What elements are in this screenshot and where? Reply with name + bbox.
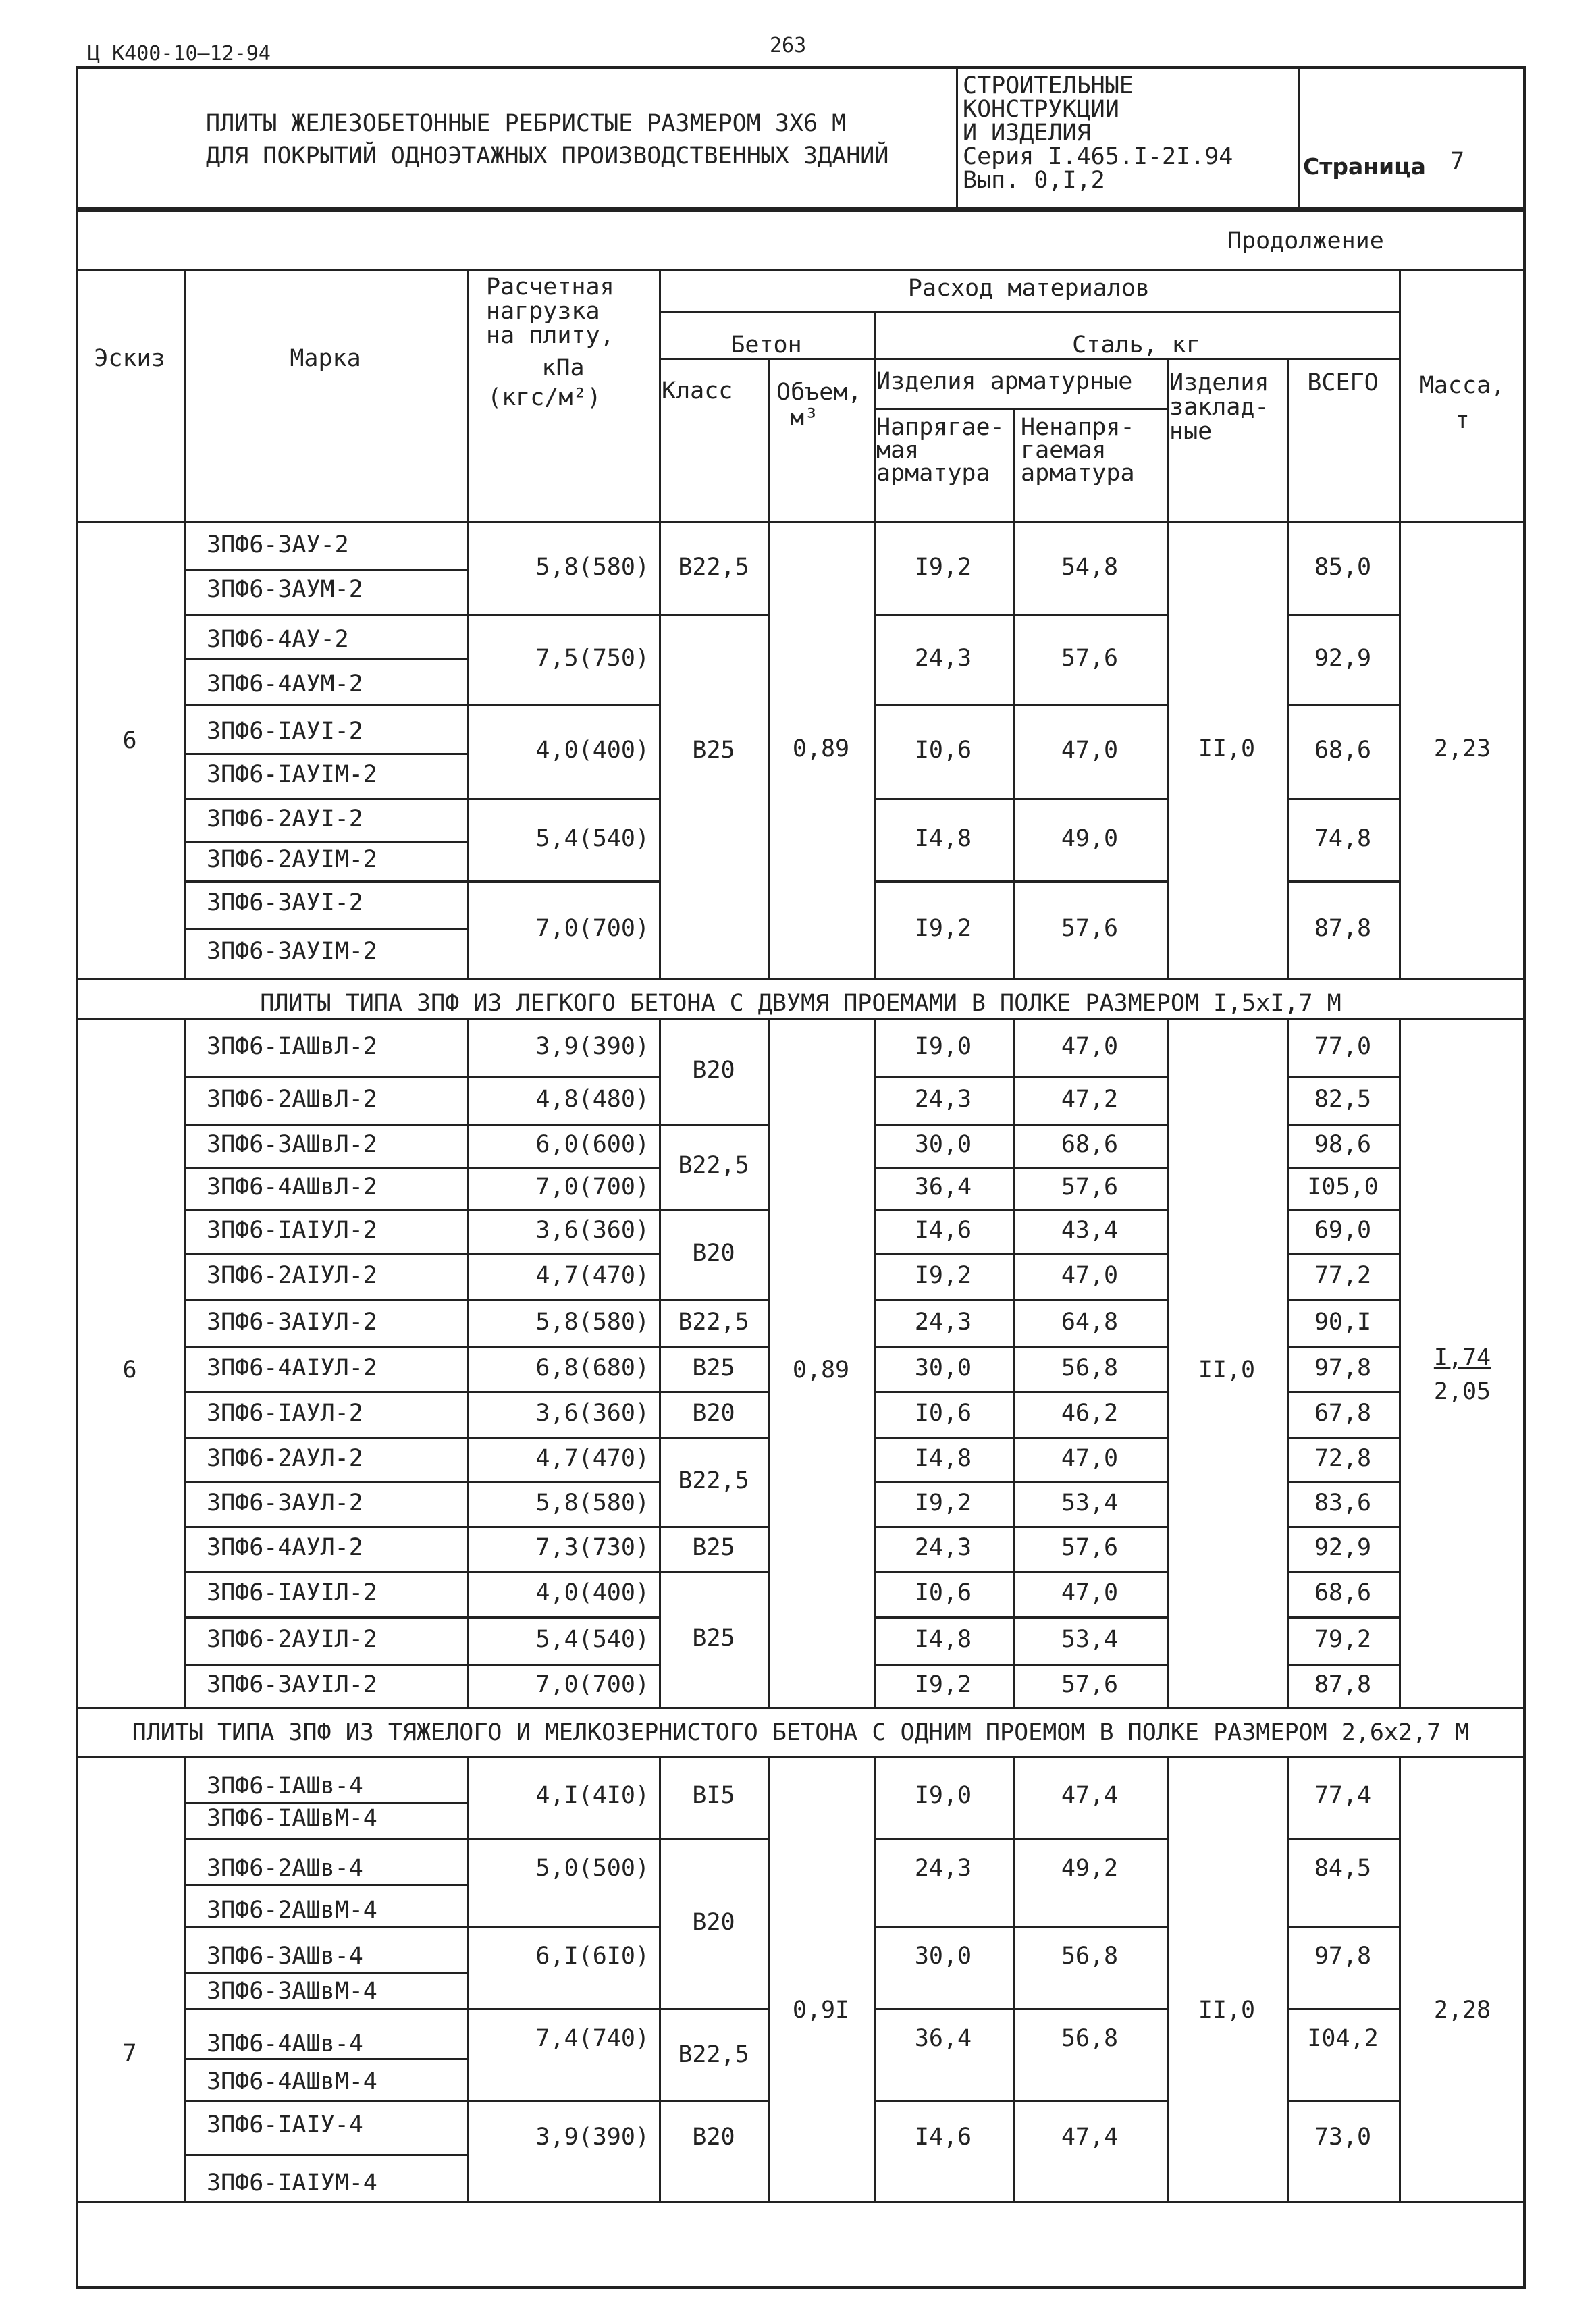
series-line-2: КОНСТРУКЦИИ <box>963 96 1119 123</box>
nonprestressed-cell: 64,8 <box>1061 1309 1119 1336</box>
nonprestressed-cell: 56,8 <box>1061 1355 1119 1382</box>
mark-cell: 3ПФ6-IАIУЛ-2 <box>207 1217 377 1244</box>
prestressed-cell: I4,6 <box>914 1217 972 1244</box>
nonprestressed-cell: 47,0 <box>1061 1579 1119 1606</box>
prestressed-cell: I4,8 <box>914 1445 972 1472</box>
mark-cell: 3ПФ6-4АШвЛ-2 <box>207 1174 377 1201</box>
load-cell: 6,0(600) <box>535 1131 649 1158</box>
col-load-4: кПа <box>541 354 585 382</box>
load-cell: 5,8(580) <box>535 554 649 581</box>
col-izd-arm: Изделия арматурные <box>876 368 1133 395</box>
total-cell: 68,6 <box>1314 1579 1372 1606</box>
load-cell: 7,0(700) <box>535 1671 649 1698</box>
col-steel: Сталь, кг <box>1072 332 1200 359</box>
load-cell: 5,8(580) <box>535 1490 649 1517</box>
col-pre-3: арматура <box>876 460 990 487</box>
mark-cell: 3ПФ6-3АУЛ-2 <box>207 1490 363 1517</box>
load-cell: 7,5(750) <box>535 645 649 672</box>
col-beton: Бетон <box>730 332 802 359</box>
prestressed-cell: 24,3 <box>914 645 972 672</box>
total-cell: 82,5 <box>1314 1086 1372 1113</box>
col-mass-2: т <box>1455 407 1470 434</box>
col-zaklad-3: ные <box>1169 418 1213 445</box>
prestressed-cell: 24,3 <box>914 1086 972 1113</box>
col-pre-1: Напрягае- <box>876 414 1005 441</box>
nonprestressed-cell: 54,8 <box>1061 554 1119 581</box>
col-load-2: нагрузка <box>486 298 600 325</box>
nonprestressed-cell: 57,6 <box>1061 1671 1119 1698</box>
prestressed-cell: 36,4 <box>914 1174 972 1201</box>
embedded-cell: II,0 <box>1198 1997 1256 2024</box>
nonprestressed-cell: 56,8 <box>1061 2025 1119 2052</box>
col-zaklad-2: заклад- <box>1169 394 1269 421</box>
total-cell: 97,8 <box>1314 1943 1372 1970</box>
prestressed-cell: 30,0 <box>914 1943 972 1970</box>
load-cell: 7,0(700) <box>535 915 649 942</box>
col-mass-1: Масса, <box>1419 372 1506 399</box>
mass-cell: 2,23 <box>1433 735 1491 762</box>
prestressed-cell: I9,2 <box>914 1671 972 1698</box>
load-cell: 5,8(580) <box>535 1309 649 1336</box>
nonprestressed-cell: 47,0 <box>1061 737 1119 764</box>
sheet-number: 263 <box>770 34 807 57</box>
col-materials: Расход материалов <box>907 275 1150 302</box>
load-cell: 7,0(700) <box>535 1174 649 1201</box>
load-cell: 3,6(360) <box>535 1400 649 1427</box>
total-cell: 87,8 <box>1314 1671 1372 1698</box>
load-cell: 6,I(6I0) <box>535 1943 649 1970</box>
mark-cell: 3ПФ6-IАУIЛ-2 <box>207 1579 377 1606</box>
class-cell: В20 <box>692 1240 735 1267</box>
mark-cell: 3ПФ6-2АШвМ-4 <box>207 1897 377 1924</box>
load-cell: 5,4(540) <box>535 1626 649 1653</box>
page-value: 7 <box>1450 148 1465 175</box>
load-cell: 6,8(680) <box>535 1355 649 1382</box>
total-cell: 79,2 <box>1314 1626 1372 1653</box>
volume-cell: 0,89 <box>792 735 850 762</box>
prestressed-cell: I4,8 <box>914 1626 972 1653</box>
mark-cell: 3ПФ6-IАШвЛ-2 <box>207 1033 377 1060</box>
nonprestressed-cell: 47,0 <box>1061 1262 1119 1289</box>
prestressed-cell: 24,3 <box>914 1534 972 1561</box>
class-cell: В25 <box>692 1534 735 1561</box>
load-cell: 4,7(470) <box>535 1445 649 1472</box>
prestressed-cell: I9,2 <box>914 554 972 581</box>
nonprestressed-cell: 68,6 <box>1061 1131 1119 1158</box>
nonprestressed-cell: 47,4 <box>1061 2124 1119 2151</box>
mark-cell: 3ПФ6-4АУ-2 <box>207 626 349 653</box>
total-cell: 77,0 <box>1314 1033 1372 1060</box>
total-cell: 92,9 <box>1314 1534 1372 1561</box>
class-cell: В22,5 <box>678 2041 749 2068</box>
mark-cell: 3ПФ6-IАIУМ-4 <box>207 2170 377 2197</box>
prestressed-cell: 24,3 <box>914 1309 972 1336</box>
mark-cell: 3ПФ6-3АШвЛ-2 <box>207 1131 377 1158</box>
col-total: ВСЕГО <box>1307 369 1379 396</box>
prestressed-cell: I9,2 <box>914 915 972 942</box>
total-cell: 69,0 <box>1314 1217 1372 1244</box>
col-non-1: Ненапря- <box>1021 414 1135 441</box>
load-cell: 4,7(470) <box>535 1262 649 1289</box>
mass-cell-top: I,74 <box>1433 1344 1491 1371</box>
mark-cell: 3ПФ6-2АШв-4 <box>207 1855 363 1882</box>
nonprestressed-cell: 53,4 <box>1061 1490 1119 1517</box>
total-cell: 87,8 <box>1314 915 1372 942</box>
continuation-label: Продолжение <box>1227 228 1384 255</box>
nonprestressed-cell: 43,4 <box>1061 1217 1119 1244</box>
col-load-3: на плиту, <box>486 322 614 349</box>
prestressed-cell: 30,0 <box>914 1131 972 1158</box>
class-cell: В20 <box>692 2124 735 2151</box>
col-non-2: гаемая <box>1021 437 1107 464</box>
nonprestressed-cell: 57,6 <box>1061 1534 1119 1561</box>
total-cell: 68,6 <box>1314 737 1372 764</box>
mark-cell: 3ПФ6-3АШвМ-4 <box>207 1978 377 2005</box>
nonprestressed-cell: 56,8 <box>1061 1943 1119 1970</box>
class-cell: В20 <box>692 1400 735 1427</box>
mark-cell: 3ПФ6-IАУЛ-2 <box>207 1400 363 1427</box>
nonprestressed-cell: 49,2 <box>1061 1855 1119 1882</box>
prestressed-cell: I9,0 <box>914 1782 972 1809</box>
load-cell: 5,0(500) <box>535 1855 649 1882</box>
total-cell: 84,5 <box>1314 1855 1372 1882</box>
col-klass: Класс <box>662 377 733 404</box>
col-load-1: Расчетная <box>486 273 614 300</box>
load-cell: 4,0(400) <box>535 1579 649 1606</box>
page-label: Страница <box>1303 153 1426 180</box>
load-cell: 7,3(730) <box>535 1534 649 1561</box>
document-title-line2: ДЛЯ ПОКРЫТИЙ ОДНОЭТАЖНЫХ ПРОИЗВОДСТВЕННЫХ ЗДАНИЙ <box>206 142 889 169</box>
mark-cell: 3ПФ6-IАУIМ-2 <box>207 761 377 788</box>
total-cell: 98,6 <box>1314 1131 1372 1158</box>
nonprestressed-cell: 47,2 <box>1061 1086 1119 1113</box>
total-cell: 85,0 <box>1314 554 1372 581</box>
total-cell: 74,8 <box>1314 825 1372 852</box>
series-line-5: Вып. 0,I,2 <box>963 167 1105 194</box>
mark-cell: 3ПФ6-IАIУ-4 <box>207 2111 363 2138</box>
prestressed-cell: I4,6 <box>914 2124 972 2151</box>
embedded-cell: II,0 <box>1198 735 1256 762</box>
section-title-heavyweight: ПЛИТЫ ТИПА 3ПФ ИЗ ТЯЖЕЛОГО И МЕЛКОЗЕРНИСТОГО БЕТОНА С ОДНИМ ПРОЕМОМ В ПОЛКЕ РАЗМЕРОМ 2,6х2,7 М <box>132 1719 1470 1746</box>
load-cell: 3,6(360) <box>535 1217 649 1244</box>
mark-cell: 3ПФ6-2АIУЛ-2 <box>207 1262 377 1289</box>
class-cell: В22,5 <box>678 1152 749 1179</box>
col-non-3: арматура <box>1021 460 1135 487</box>
class-cell: В25 <box>692 737 735 764</box>
prestressed-cell: 24,3 <box>914 1855 972 1882</box>
total-cell: 67,8 <box>1314 1400 1372 1427</box>
section-title-lightweight: ПЛИТЫ ТИПА 3ПФ ИЗ ЛЕГКОГО БЕТОНА С ДВУМЯ ПРОЕМАМИ В ПОЛКЕ РАЗМЕРОМ I,5хI,7 М <box>260 990 1341 1017</box>
series-line-1: СТРОИТЕЛЬНЫЕ <box>963 72 1134 99</box>
load-cell: 4,I(4I0) <box>535 1782 649 1809</box>
mark-cell: 3ПФ6-3АУI-2 <box>207 889 363 916</box>
nonprestressed-cell: 57,6 <box>1061 915 1119 942</box>
mark-cell: 3ПФ6-4АУЛ-2 <box>207 1534 363 1561</box>
load-cell: 7,4(740) <box>535 2025 649 2052</box>
nonprestressed-cell: 49,0 <box>1061 825 1119 852</box>
prestressed-cell: 36,4 <box>914 2025 972 2052</box>
mass-cell: 2,28 <box>1433 1997 1491 2024</box>
class-cell: В20 <box>692 1057 735 1084</box>
mark-cell: 3ПФ6-IАШвМ-4 <box>207 1805 377 1832</box>
volume-cell: 0,9I <box>792 1997 850 2024</box>
embedded-cell: II,0 <box>1198 1357 1256 1384</box>
col-zaklad-1: Изделия <box>1169 369 1269 396</box>
mark-cell: 3ПФ6-2АУI-2 <box>207 806 363 833</box>
total-cell: 77,2 <box>1314 1262 1372 1289</box>
col-volume-2: м³ <box>790 404 819 431</box>
class-cell: В22,5 <box>678 1309 749 1336</box>
total-cell: 90,I <box>1314 1309 1372 1336</box>
mark-cell: 3ПФ6-IАУI-2 <box>207 718 363 745</box>
prestressed-cell: I9,0 <box>914 1033 972 1060</box>
series-line-3: И ИЗДЕЛИЯ <box>963 120 1091 147</box>
mark-cell: 3ПФ6-3АУIЛ-2 <box>207 1671 377 1698</box>
mark-cell: 3ПФ6-4АУМ-2 <box>207 670 363 698</box>
load-cell: 5,4(540) <box>535 825 649 852</box>
total-cell: I05,0 <box>1307 1174 1379 1201</box>
load-cell: 3,9(390) <box>535 2124 649 2151</box>
mark-cell: 3ПФ6-3АУ-2 <box>207 531 349 558</box>
nonprestressed-cell: 47,0 <box>1061 1445 1119 1472</box>
mark-cell: 3ПФ6-2АУIМ-2 <box>207 846 377 873</box>
mark-cell: 3ПФ6-4АШв-4 <box>207 2030 363 2057</box>
mark-cell: 3ПФ6-4АIУЛ-2 <box>207 1355 377 1382</box>
nonprestressed-cell: 57,6 <box>1061 645 1119 672</box>
class-cell: В20 <box>692 1909 735 1936</box>
mark-cell: 3ПФ6-4АШвМ-4 <box>207 2068 377 2095</box>
total-cell: I04,2 <box>1307 2025 1379 2052</box>
eskiz-cell: 6 <box>122 727 137 754</box>
load-cell: 4,8(480) <box>535 1086 649 1113</box>
load-cell: 3,9(390) <box>535 1033 649 1060</box>
nonprestressed-cell: 46,2 <box>1061 1400 1119 1427</box>
mark-cell: 3ПФ6-2АУЛ-2 <box>207 1445 363 1472</box>
class-cell: ВI5 <box>692 1782 735 1809</box>
prestressed-cell: 30,0 <box>914 1355 972 1382</box>
col-pre-2: мая <box>876 437 920 464</box>
nonprestressed-cell: 47,4 <box>1061 1782 1119 1809</box>
mark-cell: 3ПФ6-3АУМ-2 <box>207 576 363 603</box>
load-cell: 4,0(400) <box>535 737 649 764</box>
document-title-line1: ПЛИТЫ ЖЕЛЕЗОБЕТОННЫЕ РЕБРИСТЫЕ РАЗМЕРОМ 3Х6 М <box>206 110 847 137</box>
prestressed-cell: I9,2 <box>914 1490 972 1517</box>
nonprestressed-cell: 53,4 <box>1061 1626 1119 1653</box>
prestressed-cell: I0,6 <box>914 737 972 764</box>
class-cell: В25 <box>692 1625 735 1652</box>
series-line-4: Серия I.465.I-2I.94 <box>963 143 1233 170</box>
total-cell: 97,8 <box>1314 1355 1372 1382</box>
nonprestressed-cell: 47,0 <box>1061 1033 1119 1060</box>
nonprestressed-cell: 57,6 <box>1061 1174 1119 1201</box>
mark-cell: 3ПФ6-3АIУЛ-2 <box>207 1309 377 1336</box>
mark-cell: 3ПФ6-2АШвЛ-2 <box>207 1086 377 1113</box>
prestressed-cell: I9,2 <box>914 1262 972 1289</box>
class-cell: В22,5 <box>678 1467 749 1494</box>
eskiz-cell: 6 <box>122 1357 137 1384</box>
mark-cell: 3ПФ6-3АУIМ-2 <box>207 938 377 965</box>
col-eskiz: Эскиз <box>94 345 165 372</box>
prestressed-cell: I4,8 <box>914 825 972 852</box>
prestressed-cell: I0,6 <box>914 1400 972 1427</box>
total-cell: 73,0 <box>1314 2124 1372 2151</box>
total-cell: 92,9 <box>1314 645 1372 672</box>
eskiz-cell: 7 <box>122 2040 137 2067</box>
col-volume-1: Объем, <box>776 379 862 406</box>
col-marka: Марка <box>290 345 361 372</box>
mass-cell-bottom: 2,05 <box>1433 1378 1491 1405</box>
total-cell: 72,8 <box>1314 1445 1372 1472</box>
mark-cell: 3ПФ6-IАШв-4 <box>207 1772 363 1799</box>
prestressed-cell: I0,6 <box>914 1579 972 1606</box>
document-code: Ц К400-10—12-94 <box>88 42 271 65</box>
total-cell: 83,6 <box>1314 1490 1372 1517</box>
total-cell: 77,4 <box>1314 1782 1372 1809</box>
mark-cell: 3ПФ6-2АУIЛ-2 <box>207 1626 377 1653</box>
class-cell: В25 <box>692 1355 735 1382</box>
col-load-5: (кгс/м²) <box>487 384 602 411</box>
volume-cell: 0,89 <box>792 1357 850 1384</box>
mark-cell: 3ПФ6-3АШв-4 <box>207 1943 363 1970</box>
class-cell: В22,5 <box>678 554 749 581</box>
